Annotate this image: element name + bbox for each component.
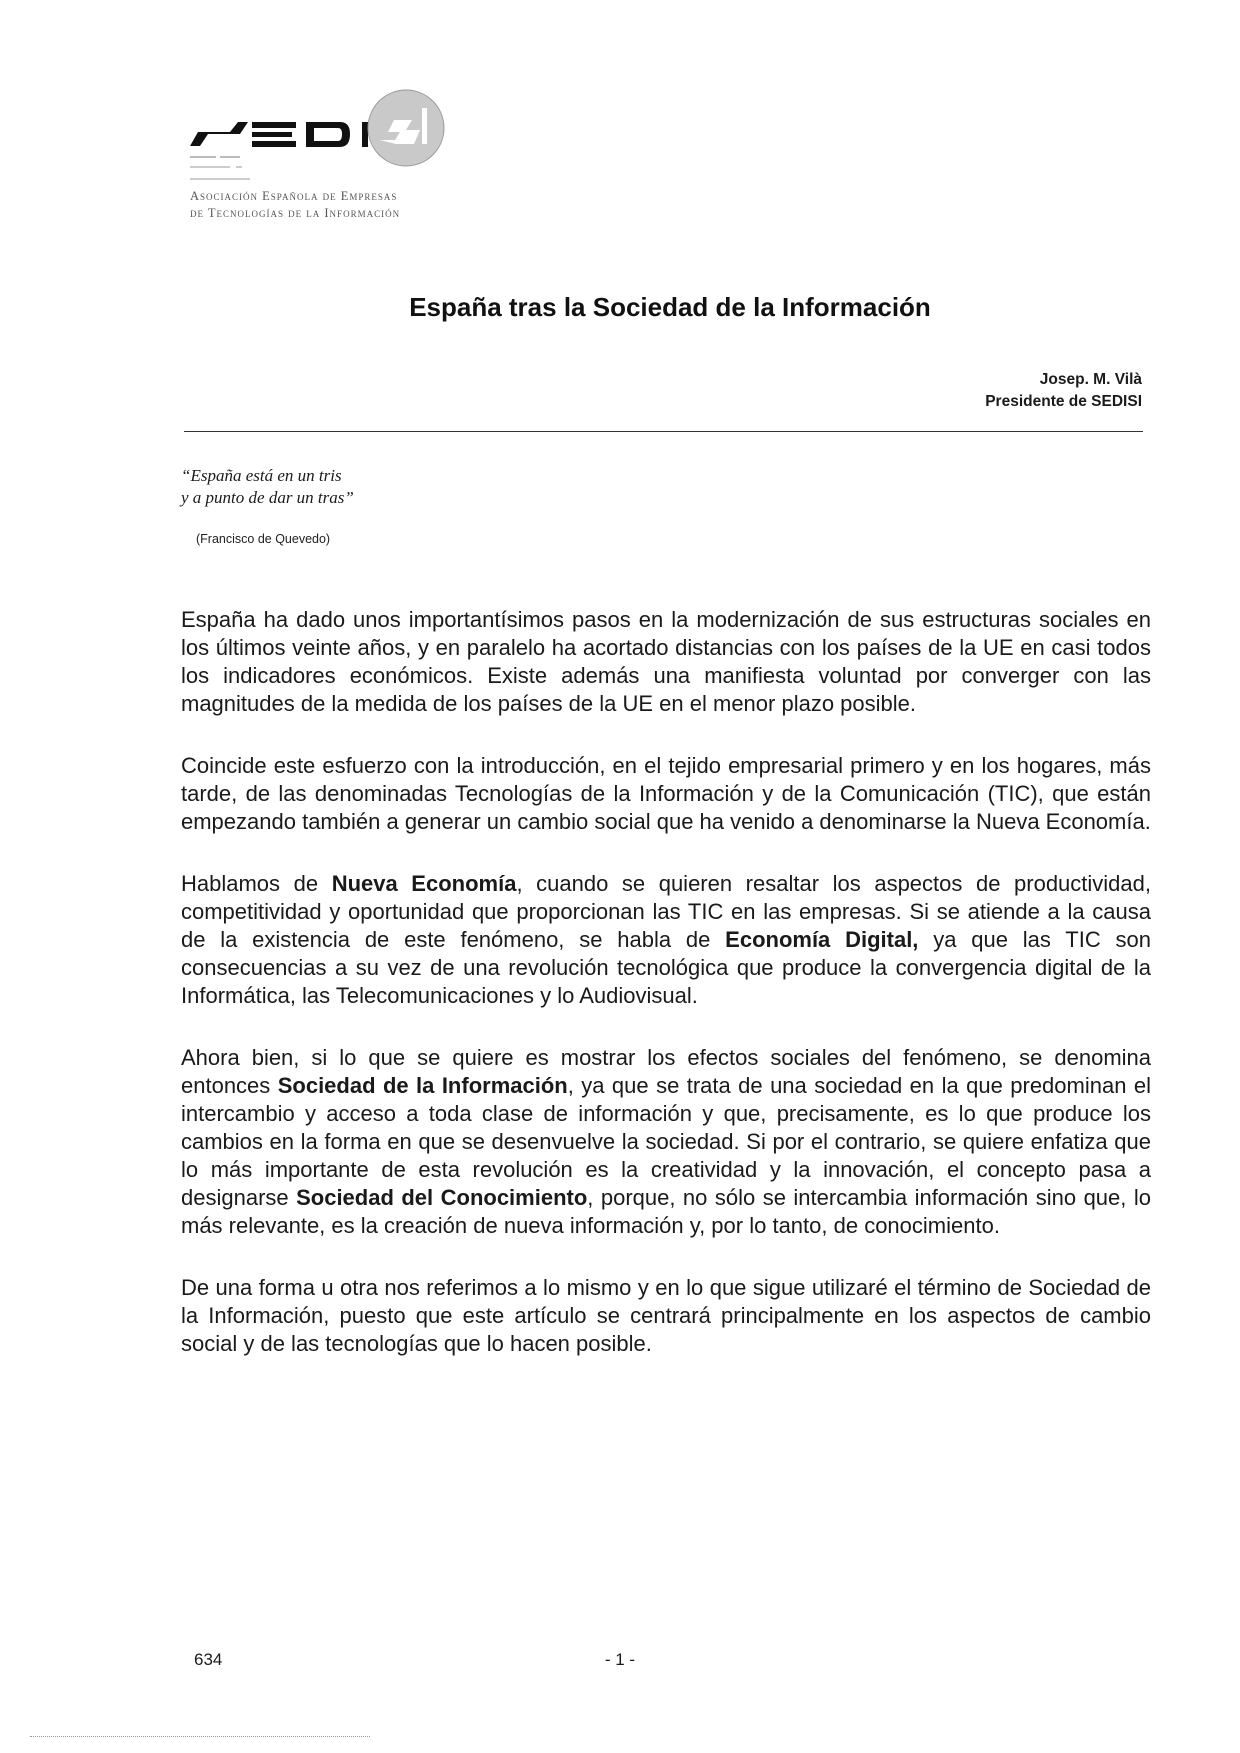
sedisi-logo <box>190 82 510 262</box>
paragraph-text: España ha dado unos importantísimos pasos en la modernización de sus estructuras sociales en los últimos veinte años, y en paralelo ha acortado distancias con los países de la UE en casi todos los indicadores económicos. Existe además una manifiesta voluntad por converger con las magnitudes de la medida de los países de la UE en el menor plazo posible. <box>181 607 1151 716</box>
paragraph-text: ya que las TIC son consecuencias a su vez de una revolución tecnológica que produce la convergencia digital de la Informática, las Telecomunicaciones y lo Audiovisual. <box>181 927 1151 1008</box>
bold-term: Economía Digital, <box>725 927 919 952</box>
association-name <box>190 188 400 222</box>
body-paragraph <box>181 606 1151 718</box>
footer-number: 634 <box>194 1650 223 1669</box>
paragraph-text: , ya que se trata de una sociedad en la que predominan el intercambio y acceso a toda clase de información y que, precisamente, es lo que produce los cambios en la forma en que se desenvuelve la sociedad. Si por el contrario, se quiere enfatiza que lo más importante de esta revolución es la creatividad y la innovación, el concepto pasa a designarse <box>181 1073 1151 1210</box>
association-line-1: Asociación Española de Empresas <box>190 189 398 203</box>
author-block <box>985 369 1142 413</box>
quote-line-2: y a punto de dar un tras” <box>181 488 354 507</box>
quote-line-1: “España está en un tris <box>181 466 342 485</box>
paragraph-text: , cuando se quieren resaltar los aspectos de productividad, competitividad y oportunidad que proporcionan las TIC en las empresas. Si se atiende a la causa de la existencia de este fenómeno, se habla de <box>181 871 1151 952</box>
author-name: Josep. M. Vilà <box>1039 371 1142 388</box>
bold-term: Nueva Economía <box>331 871 517 896</box>
body-paragraph <box>181 870 1151 1010</box>
bold-term: Sociedad de la Información <box>277 1073 568 1098</box>
quote-source: (Francisco de Quevedo) <box>196 532 331 546</box>
association-line-2: de Tecnologías de la Información <box>190 206 401 220</box>
paragraph-text: Coincide este esfuerzo con la introducción, en el tejido empresarial primero y en los hogares, más tarde, de las denominadas Tecnologías de la Información y de la Comunicación (TIC), que están empezando también a generar un cambio social que ha venido a denominarse la Nueva Economía. <box>181 753 1151 834</box>
header-divider <box>184 431 1143 432</box>
paragraph-text: De una forma u otra nos referimos a lo mismo y en lo que sigue utilizaré el término de Sociedad de la Información, puesto que este artículo se centrará principalmente en los aspectos de cambio social y de las tecnologías que lo hacen posible. <box>181 1275 1151 1356</box>
bottom-scan-artifact <box>30 1736 370 1737</box>
body-paragraph <box>181 1274 1151 1358</box>
paragraph-text: , porque, no sólo se intercambia información sino que, lo más relevante, es la creación de nueva información y, por lo tanto, de conocimiento. <box>181 1185 1151 1238</box>
article-body <box>181 606 1151 1392</box>
page-number: - 1 - <box>604 1650 636 1669</box>
bold-term: Sociedad del Conocimiento <box>296 1185 588 1210</box>
body-paragraph <box>181 1044 1151 1240</box>
epigraph-quote <box>181 465 354 509</box>
author-role: Presidente de SEDISI <box>985 393 1142 410</box>
paragraph-text: Hablamos de <box>181 871 332 896</box>
body-paragraph <box>181 752 1151 836</box>
paragraph-text: Ahora bien, si lo que se quiere es mostrar los efectos sociales del fenómeno, se denomina entonces <box>181 1045 1151 1098</box>
document-title: España tras la Sociedad de la Información <box>409 292 931 322</box>
